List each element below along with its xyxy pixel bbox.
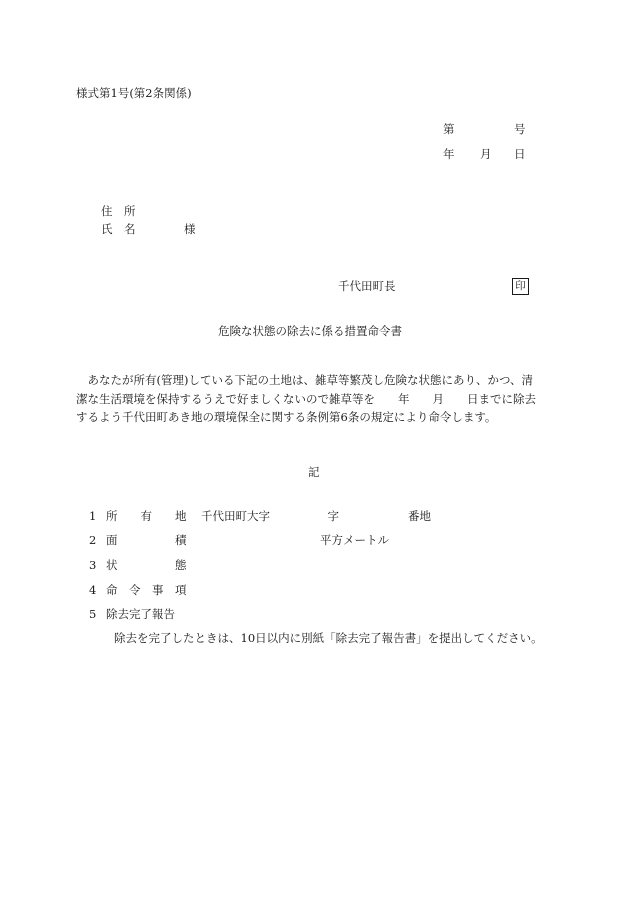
item-3-number: 3 — [89, 558, 97, 572]
issuer-title: 千代田町長 — [338, 279, 396, 293]
body-line-3: するよう千代田町あき地の環境保全に関する条例第6条の規定により命令します。 — [76, 410, 497, 424]
body-line-1: あなたが所有(管理)している下記の土地は、雑草等繁茂し危険な状態にあり、かつ、清 — [76, 373, 534, 387]
item-2-value: 平方メートル — [320, 533, 389, 547]
item-1-value: 千代田町大字 字 番地 — [201, 509, 431, 523]
item-5-label: 除去完了報告 — [106, 607, 175, 621]
item-2-number: 2 — [89, 533, 97, 547]
item-1-number: 1 — [89, 509, 97, 523]
ki-heading: 記 — [308, 465, 320, 479]
item-4-label: 命 令 事 項 — [106, 583, 187, 597]
address-label: 住 所 — [101, 204, 136, 218]
item-2-label: 面 積 — [106, 533, 187, 547]
form-label: 様式第1号(第2条関係) — [76, 86, 192, 100]
date-month: 月 — [480, 147, 492, 161]
document-number-prefix: 第 — [443, 122, 455, 136]
body-line-2: 潔な生活環境を保持するうえで好ましくないので雑草等を 年 月 日までに除去 — [76, 392, 536, 406]
date-day: 日 — [514, 147, 526, 161]
item-1-label: 所 有 地 — [106, 509, 187, 523]
honorific: 様 — [184, 222, 196, 236]
item-5-number: 5 — [89, 607, 97, 621]
seal-mark: 印 — [512, 278, 529, 295]
document-title: 危険な状態の除去に係る措置命令書 — [218, 324, 402, 338]
item-4-number: 4 — [89, 583, 97, 597]
item-3-label: 状 態 — [106, 558, 187, 572]
name-label: 氏 名 — [101, 222, 136, 236]
completion-note: 除去を完了したときは、10日以内に別紙「除去完了報告書」を提出してください。 — [114, 631, 543, 645]
date-year: 年 — [443, 147, 455, 161]
document-number-suffix: 号 — [514, 122, 526, 136]
